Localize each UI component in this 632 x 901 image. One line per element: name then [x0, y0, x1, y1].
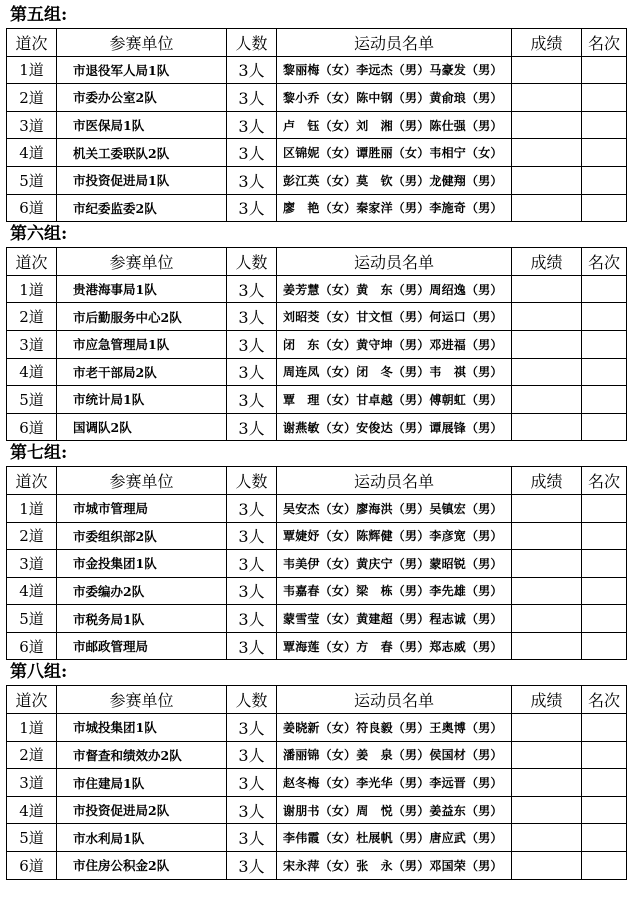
- group-title: 第八组:: [10, 662, 68, 683]
- count-cell: 3人: [227, 84, 277, 112]
- athletes-cell: 覃婕妤（女）陈辉健（男）李彦宽（男）: [277, 522, 512, 550]
- rank-cell[interactable]: [582, 522, 627, 550]
- rank-cell[interactable]: [582, 56, 627, 84]
- table-row: [7, 796, 627, 824]
- score-cell[interactable]: [512, 494, 582, 522]
- unit-cell: 市委组织部2队: [57, 522, 227, 550]
- header-lane: 道次: [7, 248, 57, 276]
- lane-cell: 4道: [7, 139, 57, 167]
- unit-cell: 市城市管理局: [57, 494, 227, 522]
- count-cell: 3人: [227, 605, 277, 633]
- unit-cell: 机关工委联队2队: [57, 139, 227, 167]
- header-score: 成绩: [512, 467, 582, 495]
- table-row: [7, 111, 627, 139]
- score-cell[interactable]: [512, 303, 582, 331]
- count-cell: 3人: [227, 522, 277, 550]
- unit-cell: 市税务局1队: [57, 605, 227, 633]
- count-cell: 3人: [227, 550, 277, 578]
- rank-cell[interactable]: [582, 632, 627, 660]
- score-cell[interactable]: [512, 550, 582, 578]
- header-unit: 参赛单位: [57, 29, 227, 57]
- table-row: [7, 577, 627, 605]
- rank-cell[interactable]: [582, 139, 627, 167]
- results-document: [6, 3, 626, 880]
- athletes-cell: 蒙雪莹（女）黄建超（男）程志诚（男）: [277, 605, 512, 633]
- athletes-cell: 李伟霞（女）杜展帆（男）唐应武（男）: [277, 824, 512, 852]
- table-row: [7, 139, 627, 167]
- rank-cell[interactable]: [582, 194, 627, 222]
- score-cell[interactable]: [512, 194, 582, 222]
- athletes-cell: 姜晓新（女）符良毅（男）王奥博（男）: [277, 714, 512, 742]
- unit-cell: 市住房公积金2队: [57, 852, 227, 880]
- table-row: [7, 413, 627, 441]
- unit-cell: 市投资促进局2队: [57, 796, 227, 824]
- score-cell[interactable]: [512, 413, 582, 441]
- count-cell: 3人: [227, 577, 277, 605]
- header-count: 人数: [227, 686, 277, 714]
- header-unit: 参赛单位: [57, 248, 227, 276]
- header-lane: 道次: [7, 467, 57, 495]
- count-cell: 3人: [227, 413, 277, 441]
- score-cell[interactable]: [512, 605, 582, 633]
- score-cell[interactable]: [512, 714, 582, 742]
- athletes-cell: 姜芳慧（女）黄 东（男）周绍逸（男）: [277, 275, 512, 303]
- score-cell[interactable]: [512, 796, 582, 824]
- athletes-cell: 区锦妮（女）谭胜丽（女）韦相宁（女）: [277, 139, 512, 167]
- header-athletes: 运动员名单: [277, 248, 512, 276]
- rank-cell[interactable]: [582, 275, 627, 303]
- header-count: 人数: [227, 467, 277, 495]
- count-cell: 3人: [227, 824, 277, 852]
- count-cell: 3人: [227, 741, 277, 769]
- lane-cell: 4道: [7, 796, 57, 824]
- score-cell[interactable]: [512, 632, 582, 660]
- unit-cell: 市投资促进局1队: [57, 166, 227, 194]
- header-score: 成绩: [512, 686, 582, 714]
- header-lane: 道次: [7, 686, 57, 714]
- group-table: [6, 247, 627, 441]
- athletes-cell: 廖 艳（女）秦家洋（男）李施奇（男）: [277, 194, 512, 222]
- table-row: [7, 714, 627, 742]
- table-row: [7, 275, 627, 303]
- table-row: [7, 550, 627, 578]
- score-cell[interactable]: [512, 386, 582, 414]
- header-athletes: 运动员名单: [277, 467, 512, 495]
- unit-cell: 市退役军人局1队: [57, 56, 227, 84]
- athletes-cell: 谢燕敏（女）安俊达（男）谭展锋（男）: [277, 413, 512, 441]
- score-cell[interactable]: [512, 56, 582, 84]
- rank-cell[interactable]: [582, 741, 627, 769]
- rank-cell[interactable]: [582, 852, 627, 880]
- table-row: [7, 632, 627, 660]
- lane-cell: 2道: [7, 741, 57, 769]
- header-unit: 参赛单位: [57, 467, 227, 495]
- athletes-cell: 赵冬梅（女）李光华（男）李远晋（男）: [277, 769, 512, 797]
- table-row: [7, 769, 627, 797]
- score-cell[interactable]: [512, 111, 582, 139]
- lane-cell: 6道: [7, 632, 57, 660]
- group-title: 第七组:: [10, 443, 68, 464]
- rank-cell[interactable]: [582, 550, 627, 578]
- athletes-cell: 卢 钰（女）刘 湘（男）陈仕强（男）: [277, 111, 512, 139]
- header-rank: 名次: [582, 686, 627, 714]
- score-cell[interactable]: [512, 275, 582, 303]
- count-cell: 3人: [227, 386, 277, 414]
- count-cell: 3人: [227, 852, 277, 880]
- score-cell[interactable]: [512, 522, 582, 550]
- table-header-row: [7, 29, 627, 57]
- header-score: 成绩: [512, 29, 582, 57]
- header-unit: 参赛单位: [57, 686, 227, 714]
- table-row: [7, 605, 627, 633]
- rank-cell[interactable]: [582, 413, 627, 441]
- athletes-cell: 周连凤（女）闭 冬（男）韦 祺（男）: [277, 358, 512, 386]
- lane-cell: 4道: [7, 358, 57, 386]
- score-cell[interactable]: [512, 852, 582, 880]
- rank-cell[interactable]: [582, 386, 627, 414]
- table-row: [7, 84, 627, 112]
- table-row: [7, 56, 627, 84]
- lane-cell: 1道: [7, 494, 57, 522]
- table-row: [7, 330, 627, 358]
- unit-cell: 市医保局1队: [57, 111, 227, 139]
- score-cell[interactable]: [512, 358, 582, 386]
- header-athletes: 运动员名单: [277, 29, 512, 57]
- table-row: [7, 522, 627, 550]
- lane-cell: 1道: [7, 714, 57, 742]
- rank-cell[interactable]: [582, 358, 627, 386]
- table-header-row: [7, 248, 627, 276]
- unit-cell: 市督查和绩效办2队: [57, 741, 227, 769]
- group-title: 第六组:: [10, 224, 68, 245]
- header-rank: 名次: [582, 29, 627, 57]
- lane-cell: 5道: [7, 386, 57, 414]
- score-cell[interactable]: [512, 741, 582, 769]
- rank-cell[interactable]: [582, 605, 627, 633]
- unit-cell: 市应急管理局1队: [57, 330, 227, 358]
- rank-cell[interactable]: [582, 494, 627, 522]
- athletes-cell: 覃海莲（女）方 春（男）郑志威（男）: [277, 632, 512, 660]
- score-cell[interactable]: [512, 330, 582, 358]
- unit-cell: 市老干部局2队: [57, 358, 227, 386]
- lane-cell: 1道: [7, 275, 57, 303]
- rank-cell[interactable]: [582, 84, 627, 112]
- unit-cell: 市邮政管理局: [57, 632, 227, 660]
- count-cell: 3人: [227, 275, 277, 303]
- lane-cell: 6道: [7, 852, 57, 880]
- count-cell: 3人: [227, 714, 277, 742]
- table-row: [7, 824, 627, 852]
- athletes-cell: 闭 东（女）黄守坤（男）邓进福（男）: [277, 330, 512, 358]
- table-row: [7, 358, 627, 386]
- count-cell: 3人: [227, 796, 277, 824]
- count-cell: 3人: [227, 166, 277, 194]
- athletes-cell: 黎小乔（女）陈中钢（男）黄俞琅（男）: [277, 84, 512, 112]
- unit-cell: 市统计局1队: [57, 386, 227, 414]
- header-score: 成绩: [512, 248, 582, 276]
- table-row: [7, 386, 627, 414]
- count-cell: 3人: [227, 358, 277, 386]
- count-cell: 3人: [227, 139, 277, 167]
- header-count: 人数: [227, 248, 277, 276]
- count-cell: 3人: [227, 632, 277, 660]
- count-cell: 3人: [227, 494, 277, 522]
- unit-cell: 市委办公室2队: [57, 84, 227, 112]
- score-cell[interactable]: [512, 84, 582, 112]
- table-row: [7, 166, 627, 194]
- table-header-row: [7, 686, 627, 714]
- unit-cell: 国调队2队: [57, 413, 227, 441]
- table-row: [7, 194, 627, 222]
- score-cell[interactable]: [512, 166, 582, 194]
- count-cell: 3人: [227, 330, 277, 358]
- header-count: 人数: [227, 29, 277, 57]
- lane-cell: 6道: [7, 413, 57, 441]
- lane-cell: 3道: [7, 769, 57, 797]
- rank-cell[interactable]: [582, 303, 627, 331]
- lane-cell: 3道: [7, 111, 57, 139]
- rank-cell[interactable]: [582, 577, 627, 605]
- table-row: [7, 494, 627, 522]
- unit-cell: 市金投集团1队: [57, 550, 227, 578]
- rank-cell[interactable]: [582, 166, 627, 194]
- header-lane: 道次: [7, 29, 57, 57]
- group-table: [6, 28, 627, 222]
- header-rank: 名次: [582, 248, 627, 276]
- athletes-cell: 黎丽梅（女）李远杰（男）马豪发（男）: [277, 56, 512, 84]
- header-rank: 名次: [582, 467, 627, 495]
- lane-cell: 5道: [7, 824, 57, 852]
- lane-cell: 2道: [7, 84, 57, 112]
- rank-cell[interactable]: [582, 714, 627, 742]
- lane-cell: 3道: [7, 330, 57, 358]
- rank-cell[interactable]: [582, 111, 627, 139]
- athletes-cell: 覃 理（女）甘卓越（男）傅朝虹（男）: [277, 386, 512, 414]
- unit-cell: 贵港海事局1队: [57, 275, 227, 303]
- score-cell[interactable]: [512, 824, 582, 852]
- score-cell[interactable]: [512, 139, 582, 167]
- table-header-row: [7, 467, 627, 495]
- unit-cell: 市委编办2队: [57, 577, 227, 605]
- lane-cell: 1道: [7, 56, 57, 84]
- athletes-cell: 吴安杰（女）廖海洪（男）吴镇宏（男）: [277, 494, 512, 522]
- count-cell: 3人: [227, 769, 277, 797]
- score-cell[interactable]: [512, 577, 582, 605]
- count-cell: 3人: [227, 303, 277, 331]
- athletes-cell: 韦美伊（女）黄庆宁（男）蒙昭锐（男）: [277, 550, 512, 578]
- count-cell: 3人: [227, 56, 277, 84]
- group-table: [6, 466, 627, 660]
- rank-cell[interactable]: [582, 824, 627, 852]
- group-title: 第五组:: [10, 5, 68, 25]
- group-table: [6, 685, 627, 879]
- unit-cell: 市后勤服务中心2队: [57, 303, 227, 331]
- lane-cell: 5道: [7, 166, 57, 194]
- athletes-cell: 韦嘉春（女）梁 栋（男）李先雄（男）: [277, 577, 512, 605]
- athletes-cell: 刘昭茭（女）甘文恒（男）何运口（男）: [277, 303, 512, 331]
- table-row: [7, 852, 627, 880]
- unit-cell: 市纪委监委2队: [57, 194, 227, 222]
- unit-cell: 市城投集团1队: [57, 714, 227, 742]
- lane-cell: 2道: [7, 303, 57, 331]
- lane-cell: 6道: [7, 194, 57, 222]
- score-cell[interactable]: [512, 769, 582, 797]
- table-row: [7, 741, 627, 769]
- lane-cell: 2道: [7, 522, 57, 550]
- table-row: [7, 303, 627, 331]
- count-cell: 3人: [227, 111, 277, 139]
- lane-cell: 4道: [7, 577, 57, 605]
- rank-cell[interactable]: [582, 769, 627, 797]
- unit-cell: 市水利局1队: [57, 824, 227, 852]
- athletes-cell: 潘丽锦（女）姜 泉（男）侯国材（男）: [277, 741, 512, 769]
- header-athletes: 运动员名单: [277, 686, 512, 714]
- athletes-cell: 宋永萍（女）张 永（男）邓国荣（男）: [277, 852, 512, 880]
- unit-cell: 市住建局1队: [57, 769, 227, 797]
- athletes-cell: 谢朋书（女）周 悦（男）姜益东（男）: [277, 796, 512, 824]
- count-cell: 3人: [227, 194, 277, 222]
- athletes-cell: 彭江英（女）莫 钦（男）龙健翔（男）: [277, 166, 512, 194]
- rank-cell[interactable]: [582, 796, 627, 824]
- lane-cell: 5道: [7, 605, 57, 633]
- rank-cell[interactable]: [582, 330, 627, 358]
- lane-cell: 3道: [7, 550, 57, 578]
